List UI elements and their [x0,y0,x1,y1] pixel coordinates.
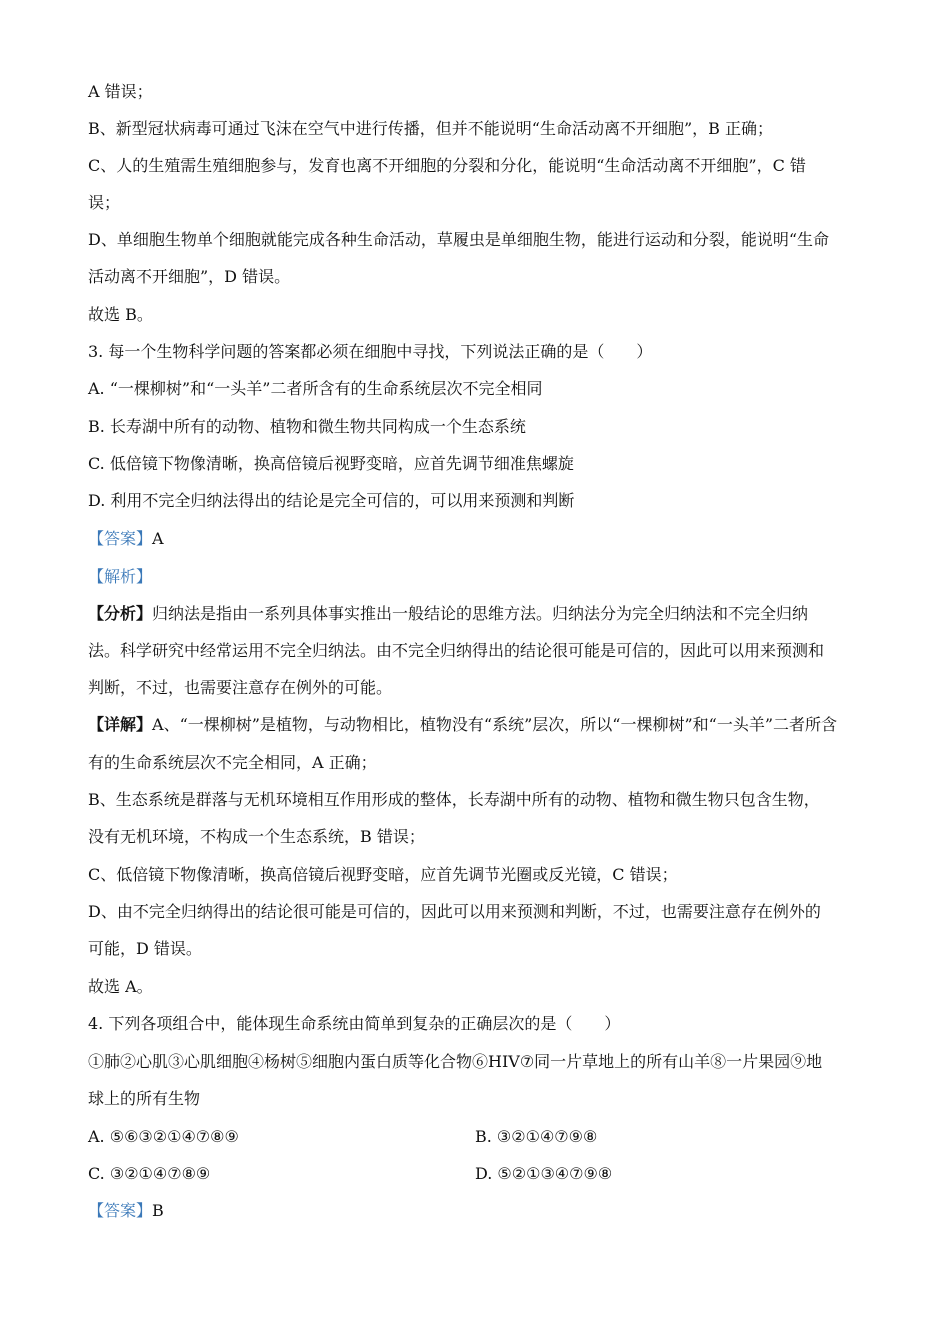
text-line [88,155,806,177]
text-line [88,341,652,363]
text-line [88,714,837,736]
line-text: C. 低倍镜下物像清晰，换高倍镜后视野变暗，应首先调节细准焦螺旋 [88,454,574,473]
text-line [88,603,808,625]
text-line [88,266,290,288]
text-line [88,1200,164,1222]
line-text: B、新型冠状病毒可通过飞沫在空气中进行传播，但并不能说明“生命活动离不开细胞”，B 正确； [88,119,773,138]
line-text: 活动离不开细胞”，D 错误。 [88,267,291,286]
line-text: A、“一棵柳树”是植物，与动物相比，植物没有“系统”层次，所以“一棵柳树”和“一头羊”二者所含 [152,715,838,734]
line-text: 没有无机环境，不构成一个生态系统，B 错误； [88,827,425,846]
line-text: 有的生命系统层次不完全相同，A 正确； [88,753,377,772]
line-text: D、由不完全归纳得出的结论很可能是可信的，因此可以用来预测和判断，不过，也需要注意存在例外的 [88,902,821,921]
line-text: C、人的生殖需生殖细胞参与，发育也离不开细胞的分裂和分化，能说明“生命活动离不开细胞”，C 错 [88,156,806,175]
line-text: 3. 每一个生物科学问题的答案都必须在细胞中寻找，下列说法正确的是（ ） [88,342,653,361]
text-line [88,1013,620,1035]
section-label: 【分析】 [88,604,153,623]
line-text: C、低倍镜下物像清晰，换高倍镜后视野变暗，应首先调节光圈或反光镜，C 错误； [88,865,678,884]
text-line [88,752,377,774]
line-text: 法。科学研究中经常运用不完全归纳法。由不完全归纳得出的结论很可能是可信的，因此可以用来预测和 [88,641,825,660]
line-text: 误； [88,193,121,212]
line-text: 判断，不过，也需要注意存在例外的可能。 [88,678,393,697]
section-label: 【解析】 [88,567,153,586]
line-text: 故选 A。 [88,977,153,996]
text-line [88,1088,200,1110]
line-text: A [152,529,164,548]
text-line [88,864,678,886]
text-line [88,826,425,848]
text-line [88,976,153,998]
line-text: 球上的所有生物 [88,1089,201,1108]
section-label: 【答案】 [88,529,153,548]
line-text: B [152,1201,164,1220]
text-line [88,640,824,662]
section-label: 【答案】 [88,1201,153,1220]
line-text: 归纳法是指由一系列具体事实推出一般结论的思维方法。归纳法分为完全归纳法和不完全归纳 [152,604,809,623]
text-line [88,453,574,475]
text-line [88,677,392,699]
text-line [88,378,542,400]
line-text: 故选 B。 [88,305,153,324]
line-text: 可能，D 错误。 [88,939,202,958]
line-text: A 错误； [88,82,153,101]
text-line [88,566,152,588]
text-line [88,118,773,140]
line-text: B、生态系统是群落与无机环境相互作用形成的整体，长寿湖中所有的动物、植物和微生物只包含生物， [88,790,820,809]
option-left: C. ③②①④⑦⑧⑨ [88,1164,211,1183]
text-line [88,1163,613,1185]
line-text: B. 长寿湖中所有的动物、植物和微生物共同构成一个生态系统 [88,417,526,436]
option-right: B. ③②①④⑦⑨⑧ [475,1127,598,1146]
text-line [88,938,202,960]
text-line [88,81,153,103]
text-line [88,192,120,214]
text-line [88,789,820,811]
line-text: 4. 下列各项组合中，能体现生命系统由简单到复杂的正确层次的是（ ） [88,1014,621,1033]
line-text: A. “一棵柳树”和“一头羊”二者所含有的生命系统层次不完全相同 [88,379,543,398]
line-text: ①肺②心肌③心肌细胞④杨树⑤细胞内蛋白质等化合物⑥HIV⑦同一片草地上的所有山羊⑧一片果园⑨地 [88,1052,823,1071]
text-line [88,490,574,512]
text-line [88,528,164,550]
line-text: D. 利用不完全归纳法得出的结论是完全可信的，可以用来预测和判断 [88,491,575,510]
option-right: D. ⑤②①③④⑦⑨⑧ [475,1164,613,1183]
line-text: D、单细胞生物单个细胞就能完成各种生命活动，草履虫是单细胞生物，能进行运动和分裂，能说明“生命 [88,230,830,249]
text-line [88,901,821,923]
option-left: A. ⑤⑥③②①④⑦⑧⑨ [88,1127,239,1146]
text-line [88,1051,822,1073]
text-line [88,416,526,438]
text-line [88,1126,598,1148]
text-line [88,304,153,326]
text-line [88,229,829,251]
section-label: 【详解】 [88,715,153,734]
